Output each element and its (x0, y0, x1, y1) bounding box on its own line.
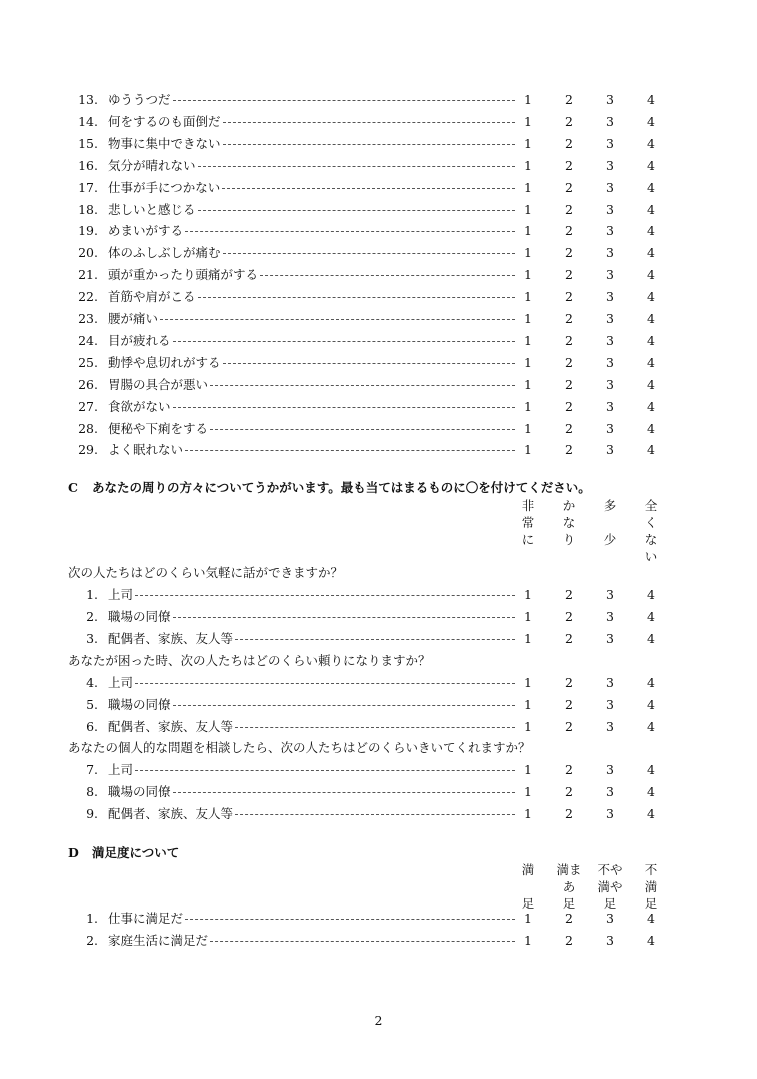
item-number: 9. (86, 805, 98, 821)
item-number: 2. (86, 932, 98, 948)
answer-option-4[interactable]: 4 (647, 442, 655, 458)
answer-option-4[interactable]: 4 (647, 630, 655, 646)
question-item-row (0, 606, 757, 628)
answer-option-3[interactable]: 3 (606, 608, 614, 624)
scale-header-char: い (644, 549, 658, 564)
dotted-leader (185, 450, 515, 451)
item-label: 配偶者、家族、友人等 (108, 718, 234, 734)
answer-option-3[interactable]: 3 (606, 223, 614, 239)
item-number: 1. (86, 911, 98, 926)
question-item-row (0, 418, 757, 440)
question-item-row (0, 908, 757, 930)
item-label: 家庭生活に満足だ (108, 932, 209, 948)
answer-option-4[interactable]: 4 (647, 696, 655, 712)
item-number: 24. (78, 332, 98, 348)
answer-option-1[interactable]: 1 (524, 92, 532, 107)
item-label: 仕事が手につかない (108, 179, 221, 195)
answer-option-3[interactable]: 3 (606, 805, 614, 821)
answer-option-1[interactable]: 1 (524, 376, 532, 392)
answer-option-4[interactable]: 4 (647, 932, 655, 948)
item-label: 便秘や下痢をする (108, 420, 209, 436)
item-number: 23. (78, 311, 98, 326)
scale-header-char (599, 514, 621, 531)
answer-option-3[interactable]: 3 (606, 911, 614, 926)
dotted-leader (160, 319, 515, 320)
scale-header-1 (517, 497, 539, 548)
answer-option-1[interactable]: 1 (524, 201, 532, 217)
scale-header-char: り (562, 532, 576, 547)
answer-option-4[interactable]: 4 (647, 92, 655, 107)
answer-option-3[interactable]: 3 (606, 354, 614, 370)
answer-option-4[interactable]: 4 (647, 420, 655, 436)
section-c-heading (68, 478, 591, 498)
dotted-leader (135, 595, 515, 596)
dotted-leader (210, 429, 515, 430)
answer-option-4[interactable]: 4 (647, 332, 655, 348)
answer-option-3[interactable]: 3 (606, 932, 614, 948)
answer-option-2[interactable]: 2 (565, 805, 573, 821)
dotted-leader (260, 275, 515, 276)
answer-option-4[interactable]: 4 (647, 354, 655, 370)
dotted-leader (223, 122, 515, 123)
dotted-leader (235, 639, 515, 640)
answer-option-2[interactable]: 2 (565, 442, 573, 458)
dotted-leader (135, 770, 515, 771)
section-letter: D (68, 845, 79, 860)
question-item-row (0, 439, 757, 461)
item-label: 職場の同僚 (108, 696, 171, 712)
answer-option-3[interactable]: 3 (606, 113, 614, 129)
answer-option-3[interactable]: 3 (606, 332, 614, 348)
item-number: 21. (78, 267, 98, 283)
answer-option-2[interactable]: 2 (565, 911, 573, 926)
answer-option-3[interactable]: 3 (606, 630, 614, 646)
scale-header-char: な (562, 515, 576, 530)
item-label: 動悸や息切れがする (108, 354, 221, 370)
question-item-row (0, 716, 757, 738)
answer-option-3[interactable]: 3 (606, 762, 614, 777)
answer-option-2[interactable]: 2 (565, 376, 573, 392)
item-label: 首筋や肩がこる (108, 289, 196, 305)
answer-option-3[interactable]: 3 (606, 179, 614, 195)
answer-option-4[interactable]: 4 (647, 587, 655, 602)
item-number: 20. (78, 245, 98, 261)
item-label: 食欲がない (108, 398, 171, 414)
scale-header-3 (599, 497, 621, 548)
scale-header-char: 満や (597, 879, 623, 894)
item-label: 胃腸の具合が悪い (108, 376, 209, 392)
question-item-row (0, 89, 757, 111)
answer-option-2[interactable]: 2 (565, 92, 573, 107)
answer-option-3[interactable]: 3 (606, 442, 614, 458)
answer-option-3[interactable]: 3 (606, 311, 614, 326)
answer-option-1[interactable]: 1 (524, 805, 532, 821)
scale-header-char: 足 (521, 896, 535, 911)
answer-option-2[interactable]: 2 (565, 179, 573, 195)
answer-option-2[interactable]: 2 (565, 201, 573, 217)
dotted-leader (173, 792, 515, 793)
item-label: 上司 (108, 762, 134, 777)
scale-header-char: 満ま (556, 862, 582, 877)
item-label: 何をするのも面倒だ (108, 113, 221, 129)
answer-option-2[interactable]: 2 (565, 587, 573, 602)
dotted-leader (135, 683, 515, 684)
answer-option-2[interactable]: 2 (565, 932, 573, 948)
scale-header-2 (554, 861, 584, 912)
item-label: 配偶者、家族、友人等 (108, 805, 234, 821)
dotted-leader (223, 363, 515, 364)
answer-option-1[interactable]: 1 (524, 289, 532, 305)
answer-option-3[interactable]: 3 (606, 718, 614, 734)
item-number: 13. (78, 92, 98, 107)
scale-header-char: 満 (521, 862, 535, 877)
item-label: ゆううつだ (108, 92, 171, 107)
dotted-leader (173, 617, 515, 618)
answer-option-3[interactable]: 3 (606, 245, 614, 261)
answer-option-2[interactable]: 2 (565, 157, 573, 173)
answer-option-4[interactable]: 4 (647, 376, 655, 392)
item-label: 体のふしぶしが痛む (108, 245, 221, 261)
question-item-row (0, 584, 757, 606)
dotted-leader (198, 166, 515, 167)
answer-option-1[interactable]: 1 (524, 135, 532, 151)
question-item-row (0, 111, 757, 133)
question-item-row (0, 396, 757, 418)
item-label: 悲しいと感じる (108, 201, 196, 217)
answer-option-2[interactable]: 2 (565, 608, 573, 624)
item-label: 気分が晴れない (108, 157, 196, 173)
item-number: 28. (78, 420, 98, 436)
answer-option-1[interactable]: 1 (524, 179, 532, 195)
question-text: あなたの個人的な問題を相談したら、次の人たちはどのくらいきいてくれますか？ (68, 740, 531, 755)
scale-header-char: 多 (603, 498, 617, 513)
scale-header-4 (640, 497, 662, 565)
answer-option-2[interactable]: 2 (565, 113, 573, 129)
answer-option-3[interactable]: 3 (606, 157, 614, 173)
dotted-leader (222, 188, 515, 189)
answer-option-4[interactable]: 4 (647, 675, 655, 690)
answer-option-1[interactable]: 1 (524, 911, 532, 926)
dotted-leader (210, 385, 515, 386)
item-label: 仕事に満足だ (108, 911, 184, 926)
answer-option-1[interactable]: 1 (524, 354, 532, 370)
answer-option-1[interactable]: 1 (524, 630, 532, 646)
answer-option-4[interactable]: 4 (647, 805, 655, 821)
scale-header-char: 足 (644, 896, 658, 911)
question-item-row (0, 264, 757, 286)
dotted-leader (173, 705, 515, 706)
scale-header-1 (513, 861, 543, 912)
question-item-row (0, 352, 757, 374)
answer-option-2[interactable]: 2 (565, 223, 573, 239)
question-text: 次の人たちはどのくらい気軽に話ができますか？ (68, 565, 344, 580)
question-item-row (0, 781, 757, 803)
answer-option-3[interactable]: 3 (606, 675, 614, 690)
answer-option-4[interactable]: 4 (647, 911, 655, 926)
answer-option-4[interactable]: 4 (647, 245, 655, 261)
answer-option-4[interactable]: 4 (647, 267, 655, 283)
question-item-row (0, 930, 757, 952)
scale-header-char (513, 878, 543, 895)
answer-option-1[interactable]: 1 (524, 398, 532, 414)
question-item-row (0, 220, 757, 242)
item-label: めまいがする (108, 223, 184, 239)
section-d-heading (68, 843, 179, 863)
answer-option-2[interactable]: 2 (565, 311, 573, 326)
item-number: 25. (78, 354, 98, 370)
scale-header-char: 不や (597, 862, 623, 877)
answer-option-4[interactable]: 4 (647, 179, 655, 195)
item-number: 15. (78, 135, 98, 151)
scale-header-char: 少 (603, 532, 617, 547)
item-number: 18. (78, 201, 98, 217)
question-item-row (0, 374, 757, 396)
scale-header-char: 足 (603, 896, 617, 911)
answer-option-4[interactable]: 4 (647, 762, 655, 777)
answer-option-1[interactable]: 1 (524, 608, 532, 624)
answer-option-1[interactable]: 1 (524, 311, 532, 326)
answer-option-1[interactable]: 1 (524, 267, 532, 283)
scale-header-char: 非 (521, 498, 535, 513)
scale-header-char: あ (562, 879, 576, 894)
scale-header-2 (558, 497, 580, 548)
dotted-leader (210, 941, 515, 942)
item-label: よく眠れない (108, 442, 184, 458)
scale-header-char: 常 (521, 515, 535, 530)
section-title: 満足度について (92, 845, 180, 860)
question-item-row (0, 155, 757, 177)
scale-header-char: く (644, 515, 658, 530)
answer-option-4[interactable]: 4 (647, 135, 655, 151)
answer-option-2[interactable]: 2 (565, 675, 573, 690)
item-label: 上司 (108, 675, 134, 690)
answer-option-4[interactable]: 4 (647, 783, 655, 799)
item-number: 4. (86, 675, 98, 690)
scale-header-char: 足 (562, 896, 576, 911)
scale-header-char: な (644, 532, 658, 547)
answer-option-1[interactable]: 1 (524, 718, 532, 734)
scale-header-3 (595, 861, 625, 912)
item-label: 腰が痛い (108, 311, 159, 326)
question-item-row (0, 672, 757, 694)
item-number: 16. (78, 157, 98, 173)
item-label: 職場の同僚 (108, 608, 171, 624)
question-item-row (0, 242, 757, 264)
answer-option-4[interactable]: 4 (647, 311, 655, 326)
item-number: 17. (78, 179, 98, 195)
answer-option-1[interactable]: 1 (524, 442, 532, 458)
answer-option-3[interactable]: 3 (606, 696, 614, 712)
page-number: 2 (374, 1013, 383, 1028)
scale-header-char: 満 (644, 879, 658, 894)
answer-option-3[interactable]: 3 (606, 267, 614, 283)
dotted-leader (185, 231, 515, 232)
answer-option-3[interactable]: 3 (606, 587, 614, 602)
section-title: あなたの周りの方々についてうかがいます。最も当てはまるものに〇を付けてください。 (92, 480, 591, 495)
item-number: 6. (86, 718, 98, 734)
answer-option-1[interactable]: 1 (524, 762, 532, 777)
answer-option-1[interactable]: 1 (524, 245, 532, 261)
item-label: 頭が重かったり頭痛がする (108, 267, 259, 283)
answer-option-2[interactable]: 2 (565, 630, 573, 646)
question-item-row (0, 308, 757, 330)
answer-option-1[interactable]: 1 (524, 113, 532, 129)
answer-option-4[interactable]: 4 (647, 608, 655, 624)
dotted-leader (198, 297, 515, 298)
dotted-leader (185, 919, 515, 920)
answer-option-3[interactable]: 3 (606, 289, 614, 305)
scale-header-char: か (562, 498, 576, 513)
answer-option-2[interactable]: 2 (565, 718, 573, 734)
answer-option-1[interactable]: 1 (524, 223, 532, 239)
answer-option-4[interactable]: 4 (647, 113, 655, 129)
answer-option-1[interactable]: 1 (524, 157, 532, 173)
question-item-row (0, 133, 757, 155)
answer-option-4[interactable]: 4 (647, 223, 655, 239)
item-label: 上司 (108, 587, 134, 602)
item-number: 29. (78, 442, 98, 458)
answer-option-3[interactable]: 3 (606, 135, 614, 151)
item-number: 27. (78, 398, 98, 414)
question-item-row (0, 330, 757, 352)
item-number: 1. (86, 587, 98, 602)
item-label: 職場の同僚 (108, 783, 171, 799)
question-text: あなたが困った時、次の人たちはどのくらい頼りになりますか？ (68, 653, 431, 668)
answer-option-1[interactable]: 1 (524, 932, 532, 948)
answer-option-3[interactable]: 3 (606, 201, 614, 217)
question-item-row (0, 803, 757, 825)
answer-option-2[interactable]: 2 (565, 267, 573, 283)
dotted-leader (198, 210, 515, 211)
answer-option-1[interactable]: 1 (524, 696, 532, 712)
answer-option-3[interactable]: 3 (606, 92, 614, 107)
answer-option-2[interactable]: 2 (565, 398, 573, 414)
answer-option-3[interactable]: 3 (606, 783, 614, 799)
answer-option-2[interactable]: 2 (565, 289, 573, 305)
answer-option-1[interactable]: 1 (524, 675, 532, 690)
answer-option-3[interactable]: 3 (606, 420, 614, 436)
answer-option-2[interactable]: 2 (565, 332, 573, 348)
answer-option-4[interactable]: 4 (647, 718, 655, 734)
dotted-leader (223, 253, 515, 254)
question-item-row (0, 199, 757, 221)
item-number: 19. (78, 223, 98, 239)
item-number: 3. (86, 630, 98, 646)
question-item-row (0, 177, 757, 199)
answer-option-1[interactable]: 1 (524, 587, 532, 602)
question-item-row (0, 628, 757, 650)
answer-option-3[interactable]: 3 (606, 398, 614, 414)
section-letter: C (68, 480, 78, 495)
answer-option-2[interactable]: 2 (565, 135, 573, 151)
item-number: 8. (86, 783, 98, 799)
question-item-row (0, 694, 757, 716)
scale-header-char: 不 (644, 862, 658, 877)
question-item-row (0, 759, 757, 781)
dotted-leader (235, 814, 515, 815)
answer-option-2[interactable]: 2 (565, 783, 573, 799)
answer-option-2[interactable]: 2 (565, 354, 573, 370)
dotted-leader (173, 100, 515, 101)
answer-option-1[interactable]: 1 (524, 420, 532, 436)
item-number: 7. (86, 762, 98, 777)
scale-header-char: 全 (644, 498, 658, 513)
dotted-leader (173, 341, 515, 342)
scale-header-4 (636, 861, 666, 912)
item-label: 配偶者、家族、友人等 (108, 630, 234, 646)
answer-option-3[interactable]: 3 (606, 376, 614, 392)
answer-option-4[interactable]: 4 (647, 398, 655, 414)
answer-option-2[interactable]: 2 (565, 696, 573, 712)
question-item-row (0, 286, 757, 308)
item-label: 物事に集中できない (108, 135, 221, 151)
scale-header-char: に (521, 532, 535, 547)
item-number: 2. (86, 608, 98, 624)
dotted-leader (173, 407, 515, 408)
item-number: 26. (78, 376, 98, 392)
item-label: 目が疲れる (108, 332, 171, 348)
answer-option-4[interactable]: 4 (647, 157, 655, 173)
answer-option-2[interactable]: 2 (565, 420, 573, 436)
item-number: 5. (86, 696, 98, 712)
answer-option-1[interactable]: 1 (524, 783, 532, 799)
item-number: 22. (78, 289, 98, 305)
answer-option-2[interactable]: 2 (565, 762, 573, 777)
item-number: 14. (78, 113, 98, 129)
answer-option-4[interactable]: 4 (647, 201, 655, 217)
answer-option-4[interactable]: 4 (647, 289, 655, 305)
answer-option-2[interactable]: 2 (565, 245, 573, 261)
dotted-leader (223, 144, 515, 145)
answer-option-1[interactable]: 1 (524, 332, 532, 348)
dotted-leader (235, 727, 515, 728)
